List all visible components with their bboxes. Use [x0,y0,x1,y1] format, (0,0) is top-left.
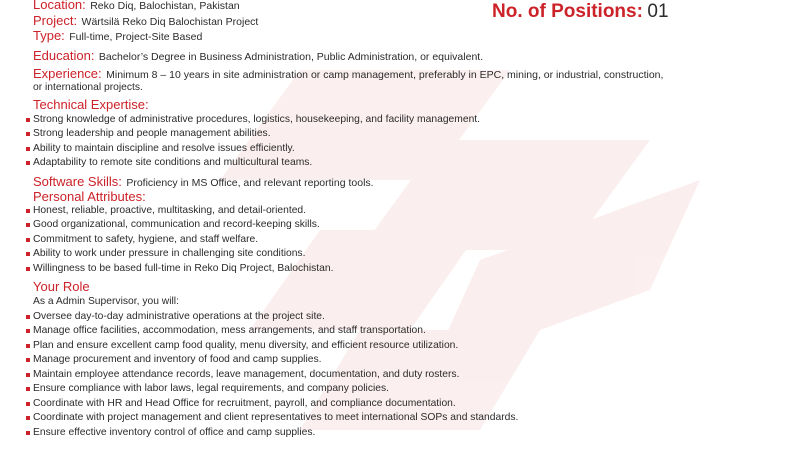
role-item: Manage office facilities, accommodation, mess arrangements, and staff transportation. [33,325,426,336]
personal-item: Honest, reliable, proactive, multitasking, and detail-oriented. [33,205,307,216]
bullet-icon [26,416,30,420]
bullet-icon [26,161,30,165]
bullet-icon [26,147,30,151]
role-item: Oversee day-to-day administrative operations at the project site. [33,311,325,322]
role-item: Maintain employee attendance records, leave management, documentation, and duty rosters. [33,369,460,380]
bullet-icon [26,267,30,271]
role-item: Ensure compliance with labor laws, legal requirements, and company policies. [33,383,389,394]
technical-item: Adaptability to remote site conditions and multicultural teams. [33,157,313,168]
bullet-icon [26,223,30,227]
experience-row [33,65,663,83]
bullet-icon [26,358,30,362]
experience-value-line2: or international projects. [33,82,143,93]
education-row [33,47,483,65]
education-label: Education: [33,48,95,63]
role-item: Manage procurement and inventory of food and camp supplies. [33,354,322,365]
bullet-icon [26,315,30,319]
technical-item: Strong knowledge of administrative procedures, logistics, housekeeping, and facility management. [33,114,481,125]
personal-item: Commitment to safety, hygiene, and staff welfare. [33,234,259,245]
experience-value-line1: Minimum 8 – 10 years in site administration or camp management, preferably in EPC, mining, or industrial, construction, [106,69,664,81]
role-item: Plan and ensure excellent camp food quality, menu diversity, and efficient resource utilization. [33,340,459,351]
your-role-heading: Your Role [33,279,90,294]
role-item: Coordinate with project management and client representatives to meet international SOPs and standards. [33,412,519,423]
project-value: Wärtsilä Reko Diq Balochistan Project [81,16,259,28]
personal-attributes-heading: Personal Attributes: [33,189,146,204]
experience-label: Experience: [33,66,102,81]
bullet-icon [26,431,30,435]
software-skills-label: Software Skills: [33,174,122,189]
type-label: Type: [33,28,65,43]
bullet-icon [26,329,30,333]
bullet-icon [26,209,30,213]
bullet-icon [26,402,30,406]
bullet-icon [26,344,30,348]
positions-row [492,1,669,23]
bullet-icon [26,132,30,136]
type-row [33,27,202,45]
technical-item: Strong leadership and people management abilities. [33,128,271,139]
bullet-icon [26,118,30,122]
personal-item: Willingness to be based full-time in Reko Diq Project, Balochistan. [33,263,334,274]
bullet-icon [26,252,30,256]
technical-expertise-heading: Technical Expertise: [33,97,149,112]
project-label: Project: [33,13,78,28]
personal-item: Good organizational, communication and record-keeping skills. [33,219,320,230]
role-item: Coordinate with HR and Head Office for recruitment, payroll, and compliance documentation. [33,398,456,409]
software-skills-value: Proficiency in MS Office, and relevant reporting tools. [126,177,374,189]
positions-value: 01 [647,1,669,22]
bullet-icon [26,387,30,391]
personal-item: Ability to work under pressure in challenging site conditions. [33,248,306,259]
type-value: Full-time, Project-Site Based [69,31,203,43]
technical-item: Ability to maintain discipline and resolve issues efficiently. [33,143,295,154]
role-item: Ensure effective inventory control of office and camp supplies. [33,427,316,438]
bullet-icon [26,373,30,377]
positions-label: No. of Positions: [492,1,643,22]
your-role-intro: As a Admin Supervisor, you will: [33,296,179,307]
location-value: Reko Diq, Balochistan, Pakistan [90,0,240,12]
bullet-icon [26,238,30,242]
location-label: Location: [33,0,86,12]
education-value: Bachelor’s Degree in Business Administration, Public Administration, or equivalent. [98,51,484,63]
